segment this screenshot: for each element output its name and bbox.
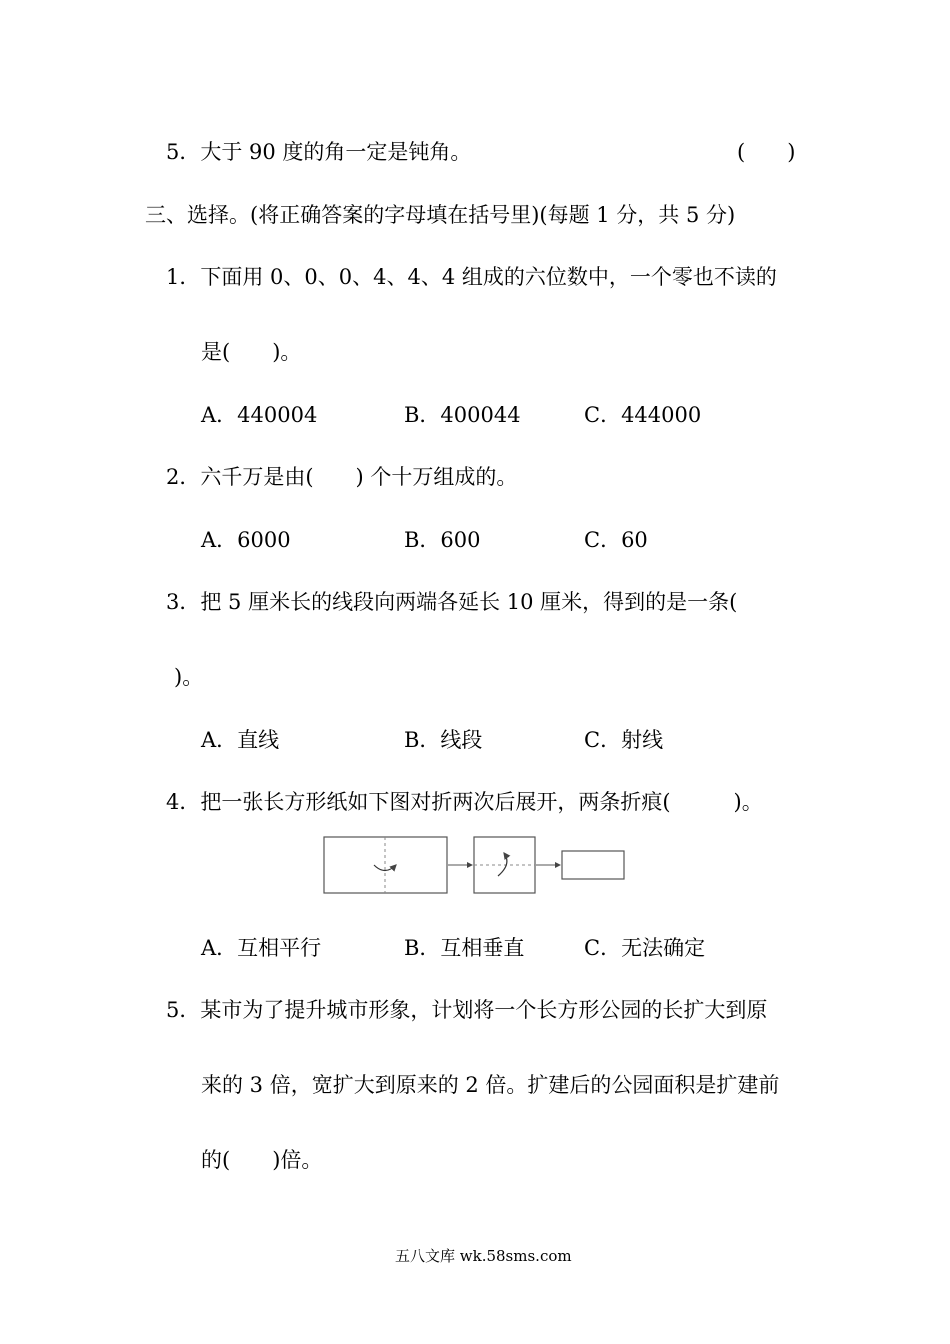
footer-watermark: 五八文库 wk.58sms.com	[395, 1247, 572, 1265]
judge-item-5: 5．大于 90 度的角一定是钝角。	[166, 140, 472, 164]
section-title: 三、选择。(将正确答案的字母填在括号里)(每题 1 分，共 5 分)	[145, 203, 736, 227]
q2-option-b[interactable]: B．600	[404, 528, 481, 552]
q1-option-a[interactable]: A．440004	[201, 403, 318, 427]
folding-diagram	[322, 834, 632, 898]
q2-option-c[interactable]: C．60	[584, 528, 648, 552]
q4-option-a[interactable]: A．互相平行	[201, 936, 322, 960]
answer-paren[interactable]: ( )	[737, 140, 796, 164]
q2-option-a[interactable]: A．6000	[201, 528, 291, 552]
q1-option-c[interactable]: C．444000	[584, 403, 702, 427]
q3-option-a[interactable]: A．直线	[201, 728, 280, 752]
question-4-line-1: 4．把一张长方形纸如下图对折两次后展开，两条折痕( )。	[166, 790, 763, 814]
question-3-line-1: 3．把 5 厘米长的线段向两端各延长 10 厘米，得到的是一条(	[166, 590, 738, 614]
paper-rect-3	[562, 851, 624, 879]
question-2-line-1: 2．六千万是由( ) 个十万组成的。	[166, 465, 518, 489]
question-5-line-3: 的( )倍。	[201, 1148, 323, 1172]
q4-option-c[interactable]: C．无法确定	[584, 936, 706, 960]
question-5-line-2: 来的 3 倍，宽扩大到原来的 2 倍。扩建后的公园面积是扩建前	[201, 1073, 780, 1097]
question-1-line-2: 是( )。	[201, 340, 302, 364]
q4-option-b[interactable]: B．互相垂直	[404, 936, 525, 960]
q1-option-b[interactable]: B．400044	[404, 403, 521, 427]
question-1-line-1: 1．下面用 0、0、0、4、4、4 组成的六位数中，一个零也不读的	[166, 265, 777, 289]
q3-option-b[interactable]: B．线段	[404, 728, 483, 752]
q3-option-c[interactable]: C．射线	[584, 728, 664, 752]
question-3-line-2: )。	[174, 665, 204, 689]
question-5-line-1: 5．某市为了提升城市形象，计划将一个长方形公园的长扩大到原	[166, 998, 768, 1022]
